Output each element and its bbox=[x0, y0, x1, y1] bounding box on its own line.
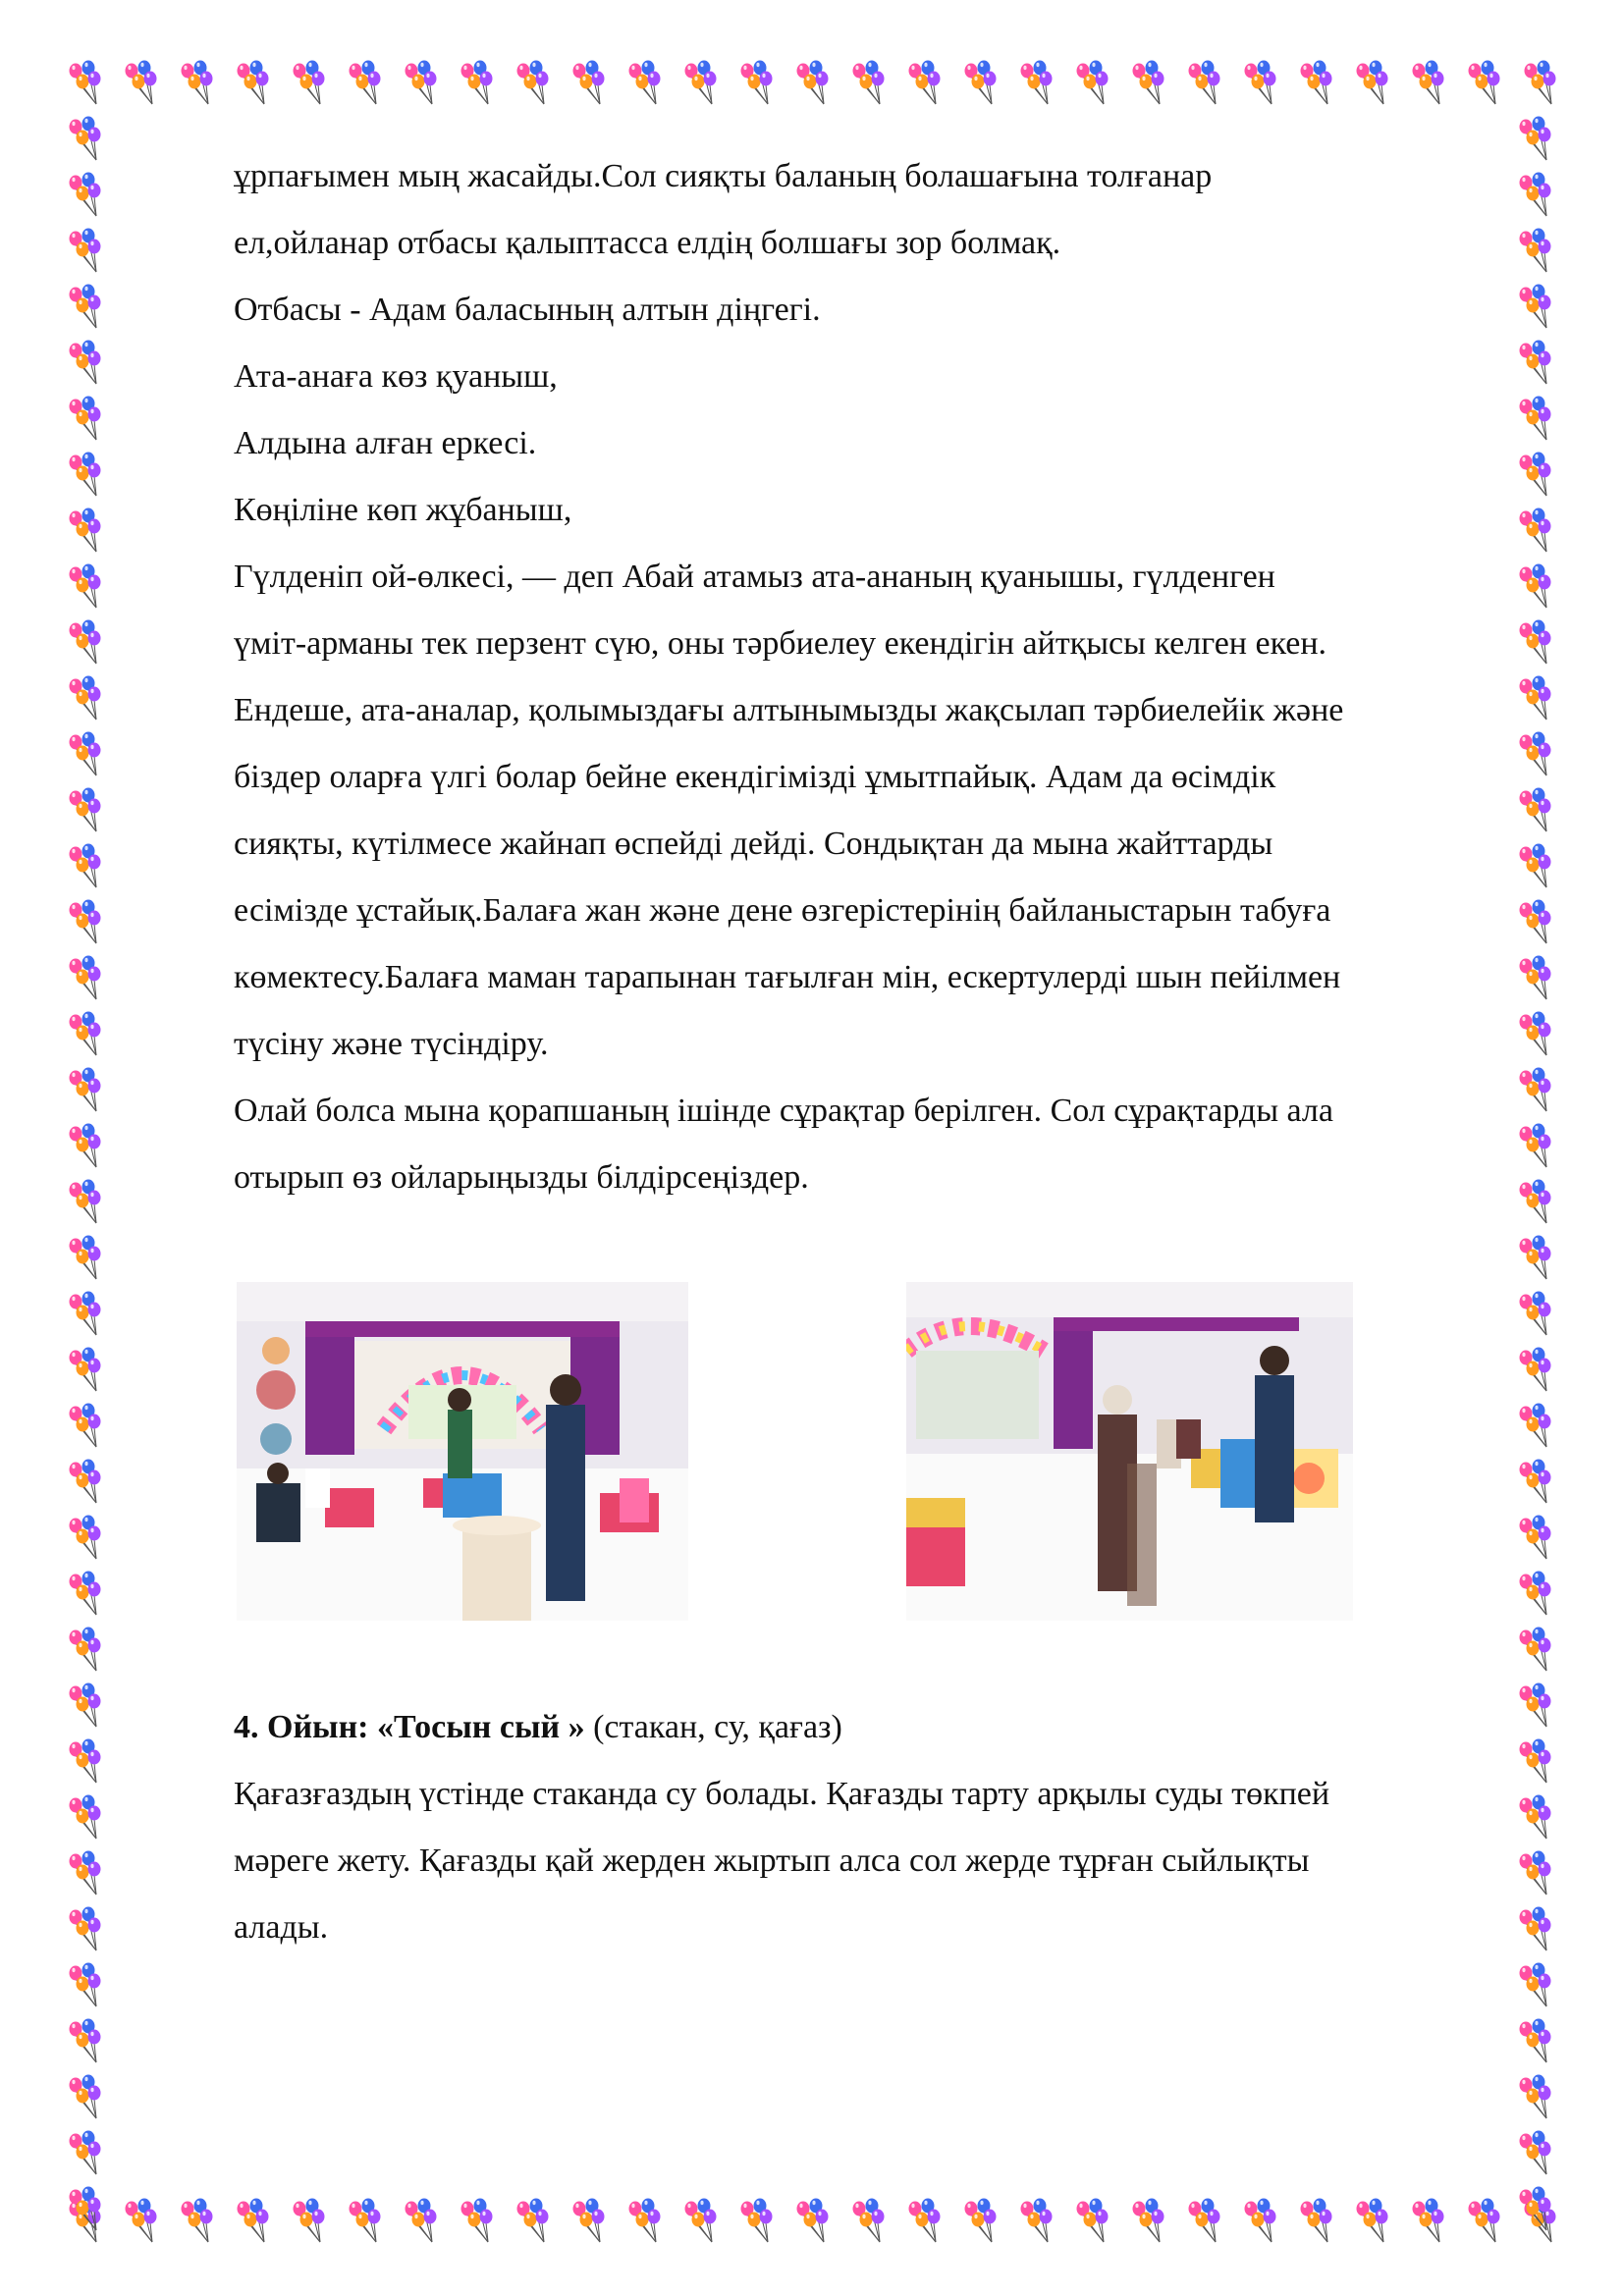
balloon-cluster-icon bbox=[70, 453, 101, 497]
balloon-cluster-icon bbox=[70, 1739, 101, 1784]
text-line: Ендеше, ата-аналар, қолымыздағы алтынымызды жақсылап тәрбиелейік және bbox=[234, 692, 1344, 728]
event-photo-right bbox=[906, 1282, 1353, 1621]
balloon-cluster-icon bbox=[70, 2199, 101, 2243]
text-line: Алдына алған еркесі. bbox=[234, 425, 537, 461]
balloon-cluster-icon bbox=[70, 341, 101, 385]
balloon-cluster-icon bbox=[70, 788, 101, 832]
balloon-cluster-icon bbox=[1520, 2075, 1551, 2119]
balloon-cluster-icon bbox=[70, 900, 101, 944]
balloon-cluster-icon bbox=[1520, 1180, 1551, 1224]
text-line: алады. bbox=[234, 1909, 329, 1946]
balloon-cluster-icon bbox=[182, 2199, 213, 2243]
balloon-cluster-icon bbox=[70, 1068, 101, 1112]
balloon-cluster-icon bbox=[853, 61, 885, 105]
balloon-cluster-icon bbox=[1520, 1348, 1551, 1392]
balloon-cluster-icon bbox=[294, 2199, 325, 2243]
balloon-cluster-icon bbox=[70, 620, 101, 665]
balloon-cluster-icon bbox=[1520, 397, 1551, 441]
balloon-cluster-icon bbox=[70, 173, 101, 217]
balloon-cluster-icon bbox=[70, 1460, 101, 1504]
balloon-cluster-icon bbox=[70, 1628, 101, 1672]
balloon-cluster-icon bbox=[70, 397, 101, 441]
balloon-cluster-icon bbox=[1520, 2019, 1551, 2063]
balloon-cluster-icon bbox=[1520, 1739, 1551, 1784]
balloon-cluster-icon bbox=[853, 2199, 885, 2243]
balloon-cluster-icon bbox=[70, 1572, 101, 1616]
balloon-cluster-icon bbox=[1520, 620, 1551, 665]
balloon-cluster-icon bbox=[797, 2199, 829, 2243]
balloon-cluster-icon bbox=[1189, 61, 1220, 105]
balloon-cluster-icon bbox=[70, 732, 101, 776]
balloon-cluster-icon bbox=[1520, 1012, 1551, 1056]
balloon-cluster-icon bbox=[1077, 2199, 1109, 2243]
balloon-cluster-icon bbox=[1520, 341, 1551, 385]
balloon-cluster-icon bbox=[70, 508, 101, 553]
text-line: ұрпағымен мың жасайды.Сол сияқты баланың болашағына толғанар bbox=[234, 158, 1213, 194]
balloon-cluster-icon bbox=[70, 1292, 101, 1336]
balloon-cluster-icon bbox=[1520, 1068, 1551, 1112]
balloon-cluster-icon bbox=[70, 285, 101, 329]
balloon-cluster-icon bbox=[1520, 229, 1551, 273]
balloon-cluster-icon bbox=[1133, 2199, 1164, 2243]
text-line: есімізде ұстайық.Балаға жан және дене өзгерістерінің байланыстарын табуға bbox=[234, 892, 1331, 929]
balloon-cluster-icon bbox=[182, 61, 213, 105]
balloon-cluster-icon bbox=[1245, 61, 1276, 105]
text-line: түсіну және түсіндіру. bbox=[234, 1026, 549, 1062]
balloon-cluster-icon bbox=[70, 1907, 101, 1951]
balloon-cluster-icon bbox=[1077, 61, 1109, 105]
balloon-cluster-icon bbox=[1520, 956, 1551, 1000]
balloon-cluster-icon bbox=[1357, 61, 1388, 105]
balloon-cluster-icon bbox=[406, 61, 437, 105]
balloon-cluster-icon bbox=[1520, 844, 1551, 888]
text-line: Олай болса мына қорапшаның ішінде сұрақтар берілген. Сол сұрақтарды ала bbox=[234, 1093, 1333, 1129]
balloon-cluster-icon bbox=[1133, 61, 1164, 105]
game-materials: (стакан, су, қағаз) bbox=[584, 1709, 842, 1745]
balloon-cluster-icon bbox=[1469, 61, 1500, 105]
balloon-cluster-icon bbox=[70, 61, 101, 105]
balloon-cluster-icon bbox=[797, 61, 829, 105]
balloon-cluster-icon bbox=[70, 117, 101, 161]
text-line: үміт-арманы тек перзент сүю, оны тәрбиелеу екендігін айтқысы келген екен. bbox=[234, 625, 1327, 662]
text-line: ел,ойланар отбасы қалыптасса елдің болшағы зор болмақ. bbox=[234, 225, 1061, 261]
balloon-cluster-icon bbox=[1520, 1516, 1551, 1560]
balloon-cluster-icon bbox=[70, 229, 101, 273]
balloon-cluster-icon bbox=[70, 2187, 101, 2231]
balloon-cluster-icon bbox=[1520, 1683, 1551, 1728]
text-line: мәреге жету. Қағазды қай жерден жыртып алса сол жерде тұрған сыйлықты bbox=[234, 1842, 1310, 1879]
balloon-cluster-icon bbox=[294, 61, 325, 105]
game-heading bbox=[234, 1708, 842, 1747]
balloon-cluster-icon bbox=[70, 2019, 101, 2063]
balloon-cluster-icon bbox=[70, 1180, 101, 1224]
text-line: Көңіліне көп жұбаныш, bbox=[234, 492, 572, 528]
balloon-cluster-icon bbox=[70, 1012, 101, 1056]
balloon-cluster-icon bbox=[1520, 1460, 1551, 1504]
balloon-cluster-icon bbox=[350, 61, 381, 105]
balloon-cluster-icon bbox=[70, 1963, 101, 2007]
balloon-cluster-icon bbox=[461, 2199, 493, 2243]
balloon-cluster-icon bbox=[1520, 285, 1551, 329]
balloon-cluster-icon bbox=[1520, 1292, 1551, 1336]
balloon-cluster-icon bbox=[517, 61, 549, 105]
balloon-cluster-icon bbox=[70, 676, 101, 721]
balloon-cluster-icon bbox=[1520, 1236, 1551, 1280]
balloon-cluster-icon bbox=[70, 1404, 101, 1448]
balloon-cluster-icon bbox=[1520, 900, 1551, 944]
balloon-cluster-icon bbox=[965, 2199, 997, 2243]
balloon-cluster-icon bbox=[238, 61, 269, 105]
balloon-cluster-icon bbox=[70, 956, 101, 1000]
balloon-cluster-icon bbox=[70, 1795, 101, 1840]
balloon-cluster-icon bbox=[1520, 788, 1551, 832]
balloon-cluster-icon bbox=[1357, 2199, 1388, 2243]
balloon-cluster-icon bbox=[1520, 173, 1551, 217]
balloon-cluster-icon bbox=[1520, 1795, 1551, 1840]
balloon-cluster-icon bbox=[1021, 61, 1053, 105]
balloon-cluster-icon bbox=[909, 61, 941, 105]
text-line: отырып өз ойларыңызды білдірсеңіздер. bbox=[234, 1159, 809, 1196]
balloon-cluster-icon bbox=[1520, 2187, 1551, 2231]
balloon-cluster-icon bbox=[70, 2131, 101, 2175]
event-photo-left bbox=[237, 1282, 688, 1621]
balloon-cluster-icon bbox=[1189, 2199, 1220, 2243]
balloon-cluster-icon bbox=[1525, 61, 1556, 105]
balloon-cluster-icon bbox=[1469, 2199, 1500, 2243]
balloon-cluster-icon bbox=[1520, 453, 1551, 497]
balloon-cluster-icon bbox=[629, 61, 661, 105]
balloon-cluster-icon bbox=[685, 2199, 717, 2243]
balloon-cluster-icon bbox=[1520, 732, 1551, 776]
balloon-cluster-icon bbox=[517, 2199, 549, 2243]
balloon-cluster-icon bbox=[70, 1851, 101, 1896]
balloon-cluster-icon bbox=[70, 2075, 101, 2119]
balloon-cluster-icon bbox=[1520, 1404, 1551, 1448]
balloon-cluster-icon bbox=[685, 61, 717, 105]
balloon-cluster-icon bbox=[70, 1348, 101, 1392]
text-line: Ата-анаға көз қуаныш, bbox=[234, 358, 558, 395]
balloon-cluster-icon bbox=[1520, 2131, 1551, 2175]
balloon-cluster-icon bbox=[741, 2199, 773, 2243]
balloon-cluster-icon bbox=[1413, 61, 1444, 105]
balloon-cluster-icon bbox=[350, 2199, 381, 2243]
balloon-cluster-icon bbox=[1520, 1907, 1551, 1951]
balloon-cluster-icon bbox=[573, 61, 605, 105]
balloon-cluster-icon bbox=[126, 2199, 157, 2243]
balloon-cluster-icon bbox=[70, 1124, 101, 1168]
balloon-cluster-icon bbox=[70, 564, 101, 609]
balloon-cluster-icon bbox=[1520, 1963, 1551, 2007]
balloon-cluster-icon bbox=[741, 61, 773, 105]
balloon-cluster-icon bbox=[1520, 1851, 1551, 1896]
balloon-cluster-icon bbox=[406, 2199, 437, 2243]
balloon-cluster-icon bbox=[573, 2199, 605, 2243]
balloon-cluster-icon bbox=[909, 2199, 941, 2243]
balloon-cluster-icon bbox=[1520, 1628, 1551, 1672]
balloon-cluster-icon bbox=[1301, 61, 1332, 105]
balloon-cluster-icon bbox=[70, 1236, 101, 1280]
balloon-cluster-icon bbox=[1520, 1124, 1551, 1168]
balloon-cluster-icon bbox=[1021, 2199, 1053, 2243]
balloon-cluster-icon bbox=[70, 844, 101, 888]
balloon-cluster-icon bbox=[238, 2199, 269, 2243]
balloon-cluster-icon bbox=[461, 61, 493, 105]
text-line: Отбасы - Адам баласының алтын діңгегі. bbox=[234, 292, 821, 328]
balloon-cluster-icon bbox=[965, 61, 997, 105]
text-line: көмектесу.Балаға маман тарапынан тағылған мін, ескертулерді шын пейілмен bbox=[234, 959, 1341, 995]
balloon-cluster-icon bbox=[70, 1516, 101, 1560]
balloon-cluster-icon bbox=[1520, 676, 1551, 721]
game-title: 4. Ойын: «Тосын сый » bbox=[234, 1709, 585, 1745]
text-line: Қағазғаздың үстінде стаканда су болады. Қағазды тарту арқылы суды төкпей bbox=[234, 1776, 1330, 1812]
text-line: сияқты, күтілмесе жайнап өспейді дейді. Сондықтан да мына жайттарды bbox=[234, 826, 1273, 862]
balloon-cluster-icon bbox=[1520, 564, 1551, 609]
balloon-cluster-icon bbox=[1413, 2199, 1444, 2243]
balloon-cluster-icon bbox=[1520, 508, 1551, 553]
text-line: Гүлденіп ой-өлкесі, — деп Абай атамыз ата-ананың қуанышы, гүлденген bbox=[234, 559, 1275, 595]
balloon-cluster-icon bbox=[1525, 2199, 1556, 2243]
balloon-cluster-icon bbox=[126, 61, 157, 105]
balloon-cluster-icon bbox=[1520, 117, 1551, 161]
balloon-cluster-icon bbox=[1301, 2199, 1332, 2243]
text-line: біздер оларға үлгі болар бейне екендігімізді ұмытпайық. Адам да өсімдік bbox=[234, 759, 1276, 795]
balloon-cluster-icon bbox=[70, 1683, 101, 1728]
balloon-cluster-icon bbox=[629, 2199, 661, 2243]
balloon-cluster-icon bbox=[1245, 2199, 1276, 2243]
balloon-cluster-icon bbox=[1520, 1572, 1551, 1616]
